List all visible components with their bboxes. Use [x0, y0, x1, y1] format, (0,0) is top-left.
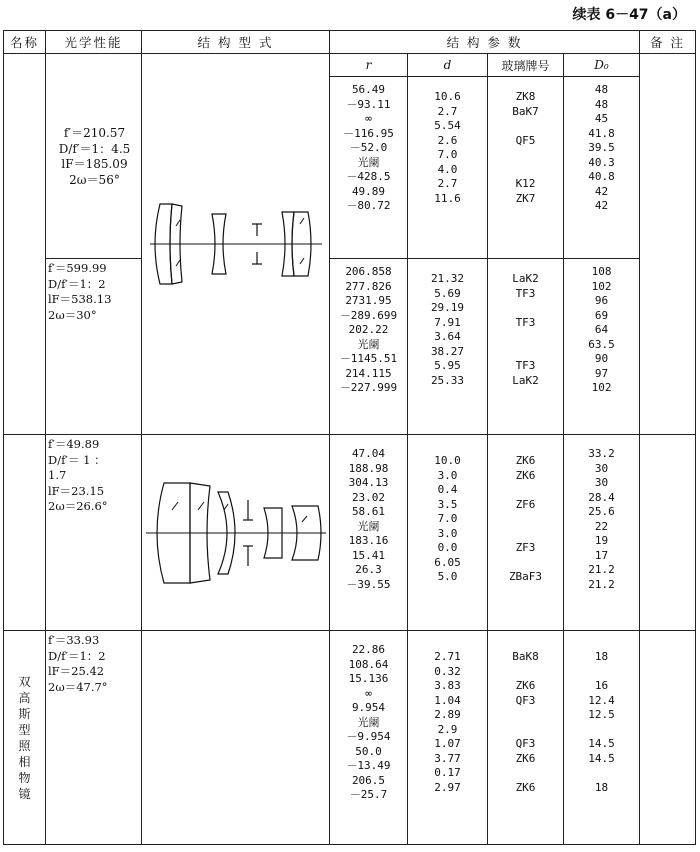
optics-cell: f′＝210.57 D/f′＝1：4.5 lF＝185.09 2ω＝56°: [46, 54, 142, 259]
r-column: 206.858 277.826 2731.95 －289.699 202.22 光阑 －1145.51 214.115 －227.999: [330, 259, 408, 435]
D0-column: 48 48 45 41.8 39.5 40.3 40.8 42 42: [564, 77, 640, 259]
remarks-cell: [640, 631, 696, 845]
header-name: 名称: [4, 31, 46, 54]
header-structure-params: 结 构 参 数: [330, 31, 640, 54]
name-cell: [4, 54, 46, 435]
D0-column: 33.2 30 30 28.4 25.6 22 19 17 21.2 21.2: [564, 435, 640, 631]
optics-cell: f′＝33.93 D/f′＝1：2 lF＝25.42 2ω＝47.7°: [46, 631, 142, 845]
lens-diagram-1: [142, 184, 330, 304]
remarks-cell: [640, 435, 696, 631]
name-cell: [4, 435, 46, 631]
r-column: 22.86 108.64 15.136 ∞ 9.954 光阑 －9.954 50.0 －13.49 206.5 －25.7: [330, 631, 408, 845]
subheader-r: r: [330, 54, 408, 77]
subheader-d: d: [408, 54, 488, 77]
lens-parameter-table: [3, 30, 696, 845]
d-column: 10.0 3.0 0.4 3.5 7.0 3.0 0.0 6.05 5.0: [408, 435, 488, 631]
glass-column: ZK8 BaK7 QF5 K12 ZK7: [488, 77, 564, 259]
subheader-D0: D₀: [564, 54, 640, 77]
lens-diagram-2: [142, 478, 330, 588]
r-column: 56.49 －93.11 ∞ －116.95 －52.0 光阑 －428.5 49.89 －80.72: [330, 77, 408, 259]
header-remarks: 备 注: [640, 31, 696, 54]
d-column: 21.32 5.69 29.19 7.91 3.64 38.27 5.95 25.33: [408, 259, 488, 435]
header-structure-form: 结 构 型 式: [142, 31, 330, 54]
glass-column: BaK8 ZK6 QF3 QF3 ZK6 ZK6: [488, 631, 564, 845]
lens-diagram-cell: [142, 54, 330, 435]
d-column: 10.6 2.7 5.54 2.6 7.0 4.0 2.7 11.6: [408, 77, 488, 259]
glass-column: LaK2 TF3 TF3 TF3 LaK2: [488, 259, 564, 435]
lens-diagram-cell: [142, 631, 330, 845]
d-column: 2.71 0.32 3.83 1.04 2.89 2.9 1.07 3.77 0.17 2.97: [408, 631, 488, 845]
D0-column: 18 16 12.4 12.5 14.5 14.5 18: [564, 631, 640, 845]
glass-column: ZK6 ZK6 ZF6 ZF3 ZBaF3: [488, 435, 564, 631]
r-column: 47.04 188.98 304.13 23.02 58.61 光阑 183.16 15.41 26.3 －39.55: [330, 435, 408, 631]
table-caption: 续表 6－47（a）: [572, 7, 686, 23]
header-optics: 光学性能: [46, 31, 142, 54]
lens-type-name: 双高斯型照相物镜: [4, 631, 46, 845]
D0-column: 108 102 96 69 64 63.5 90 97 102: [564, 259, 640, 435]
subheader-glass: 玻璃牌号: [488, 54, 564, 77]
lens-diagram-cell: [142, 435, 330, 631]
remarks-cell: [640, 54, 696, 435]
optics-cell: f′＝599.99 D/f′＝1：2 lF＝538.13 2ω＝30°: [46, 259, 142, 435]
optics-cell: f′＝49.89 D/f′＝ 1 ： 1.7 lF＝23.15 2ω＝26.6°: [46, 435, 142, 631]
